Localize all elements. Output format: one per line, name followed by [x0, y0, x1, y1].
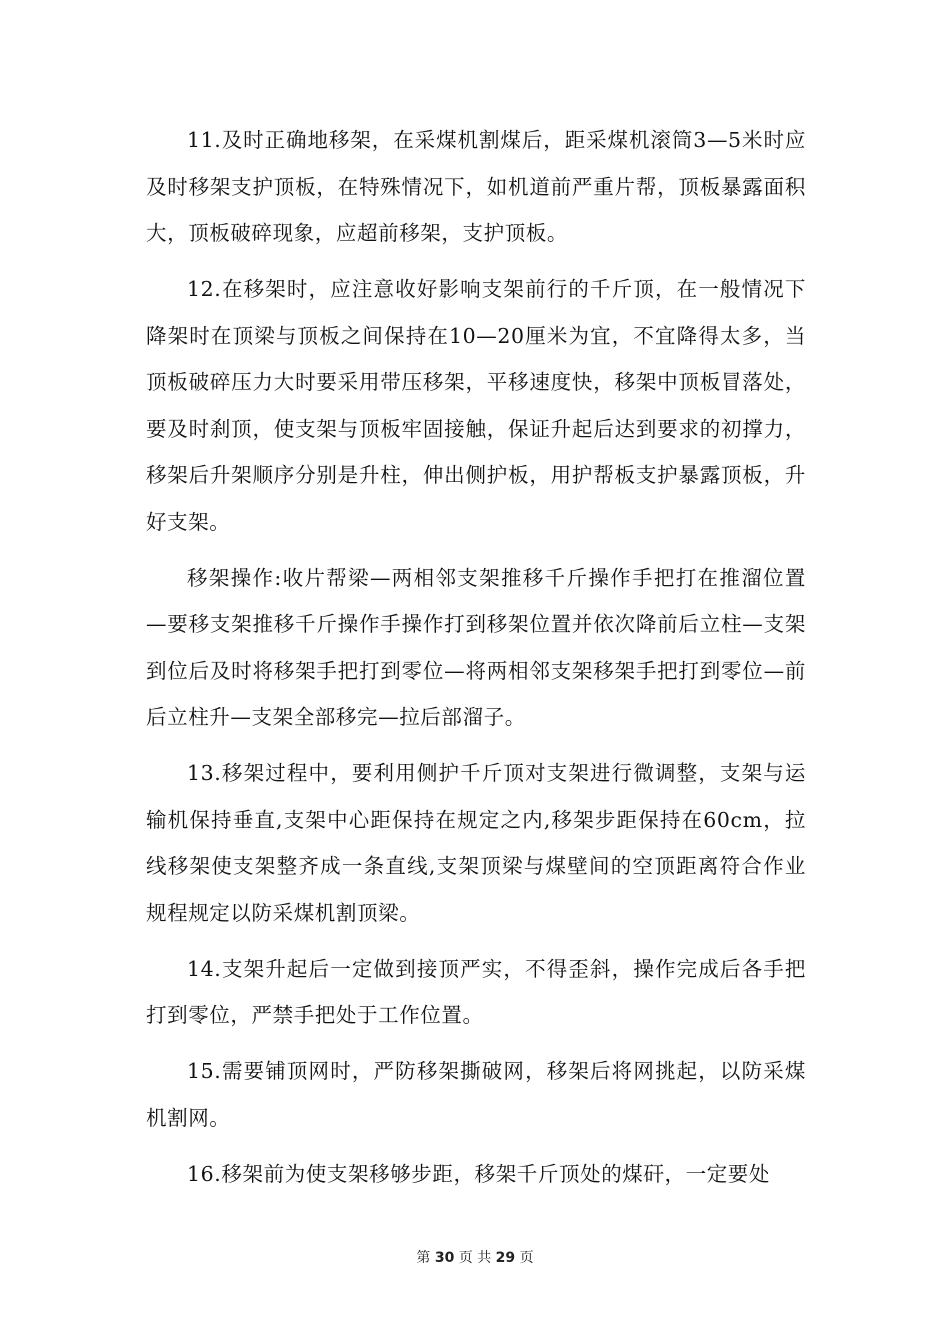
paragraph-item-14: 14.支架升起后一定做到接顶严实，不得歪斜，操作完成后各手把打到零位，严禁手把处于工作位置。: [146, 956, 806, 1027]
footer-suffix: 页: [519, 1250, 534, 1266]
paragraph-item-15: 15.需要铺顶网时，严防移架撕破网，移架后将网挑起，以防采煤机割网。: [146, 1059, 806, 1130]
footer-total-pages: 29: [495, 1250, 516, 1266]
footer-middle: 页 共: [458, 1250, 492, 1266]
paragraph-move-operation: 移架操作:收片帮梁—两相邻支架推移千斤操作手把打在推溜位置—要移支架推移千斤操作手操作打到移架位置并依次降前后立柱—支架到位后及时将移架手把打到零位—将两相邻支架移架手把打到零位—前后立柱升—支架全部移完—拉后部溜子。: [146, 565, 806, 729]
document-body: [146, 117, 806, 1207]
page-footer: [0, 1247, 950, 1267]
paragraph-item-12: 12.在移架时，应注意收好影响支架前行的千斤顶，在一般情况下降架时在顶梁与顶板之间保持在10—20厘米为宜，不宜降得太多，当顶板破碎压力大时要采用带压移架，平移速度快，移架中顶板冒落处，要及时刹顶，使支架与顶板牢固接触，保证升起后达到要求的初撑力，移架后升架顺序分别是升柱，伸出侧护板，用护帮板支护暴露顶板，升好支架。: [146, 277, 806, 534]
paragraph-item-11: 11.及时正确地移架，在采煤机割煤后，距采煤机滚筒3—5米时应及时移架支护顶板，在特殊情况下，如机道前严重片帮，顶板暴露面积大，顶板破碎现象，应超前移架，支护顶板。: [146, 128, 806, 245]
paragraph-item-13: 13.移架过程中，要利用侧护千斤顶对支架进行微调整，支架与运输机保持垂直,支架中心距保持在规定之内,移架步距保持在60cm，拉线移架使支架整齐成一条直线,支架顶梁与煤壁间的空顶距离符合作业规程规定以防采煤机割顶梁。: [146, 761, 806, 925]
footer-prefix: 第: [416, 1250, 431, 1266]
paragraph-item-16: 16.移架前为使支架移够步距，移架千斤顶处的煤矸，一定要处: [187, 1161, 770, 1186]
footer-current-page: 30: [434, 1250, 455, 1266]
